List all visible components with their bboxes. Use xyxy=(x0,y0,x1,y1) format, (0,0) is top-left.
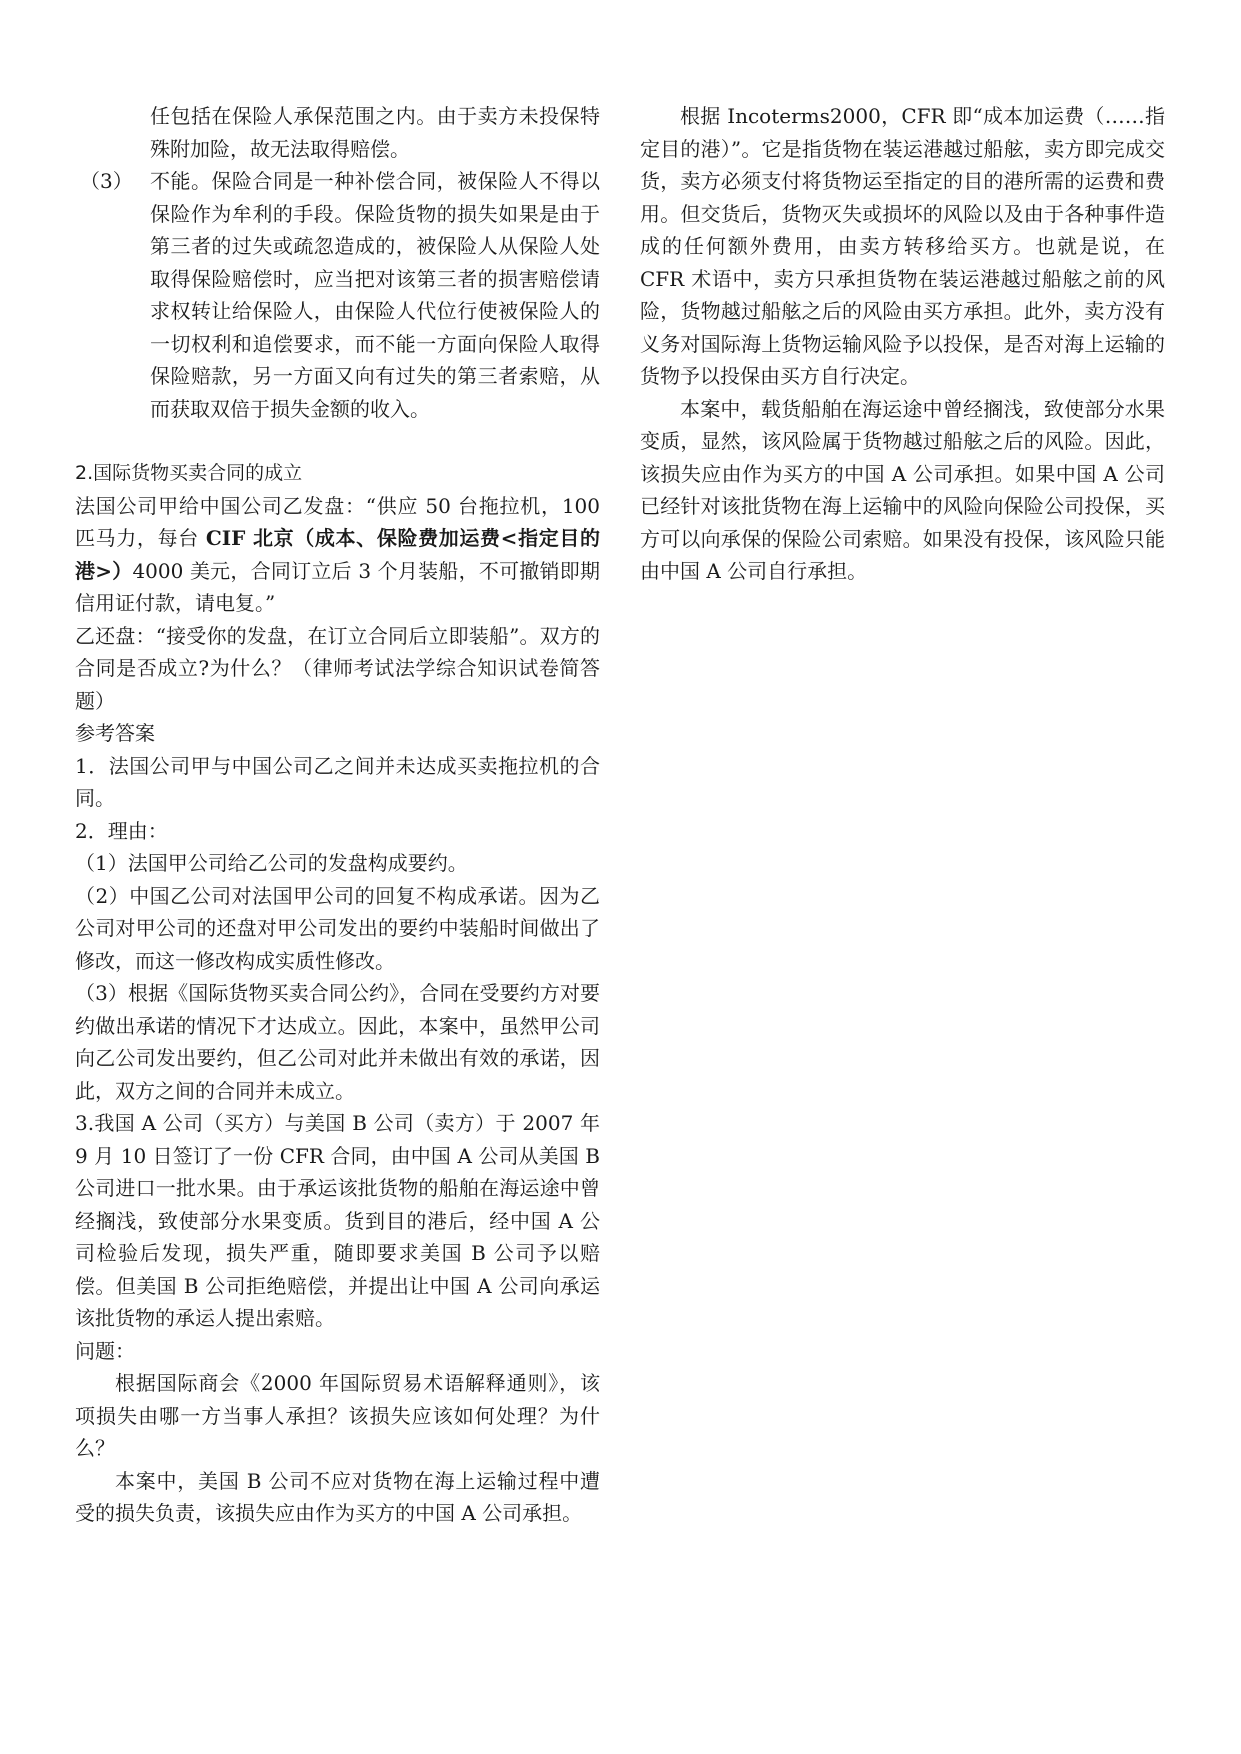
reason-2: （2）中国乙公司对法国甲公司的回复不构成承诺。因为乙公司对甲公司的还盘对甲公司发出的要约中装船时间做出了修改，而这一修改构成实质性修改。 xyxy=(75,883,600,973)
reason-3: （3）根据《国际货物买卖合同公约》，合同在受要约方对要约做出承诺的情况下才达成立。因此，本案中，虽然甲公司向乙公司发出要约，但乙公司对此并未做出有效的承诺，因此，双方之间的合同并未成立。 xyxy=(75,981,600,1103)
left-column xyxy=(75,100,600,1530)
question-2-counter-offer: 乙还盘：“接受你的发盘，在订立合同后立即装船”。双方的合同是否成立?为什么？（律师考试法学综合知识试卷简答题） xyxy=(75,623,600,713)
continued-paragraph: 任包括在保险人承保范围之内。由于卖方未投保特殊附加险，故无法取得赔偿。 xyxy=(150,104,600,161)
item-3-text: 不能。保险合同是一种补偿合同，被保险人不得以保险作为牟利的手段。保险货物的损失如果是由于第三者的过失或疏忽造成的，被保险人从保险人处取得保险赔偿时，应当把对该第三者的损害赔偿请求权转让给保险人，由保险人代位行使被保险人的一切权利和追偿要求，而不能一方面向保险人取得保险赔款，另一方面又向有过失的第三者索赔，从而获取双倍于损失金额的收入。 xyxy=(150,169,600,421)
right-column xyxy=(640,100,1165,588)
answer-1: 1．法国公司甲与中国公司乙之间并未达成买卖拖拉机的合同。 xyxy=(75,753,600,810)
answer-2-heading: 2．理由： xyxy=(75,818,168,843)
cfr-explanation-paragraph: 根据 Incoterms2000，CFR 即“成本加运费（……指定目的港）”。它是指货物在装运港越过船舷，卖方即完成交货，卖方必须支付将货物运至指定的目的港所需的运费和费用。但交货后，货物灭失或损坏的风险以及由于各种事件造成的任何额外费用，由卖方转移给买方。也就是说，在 CFR 术语中，卖方只承担货物在装运港越过船舷之前的风险，货物越过船舷之后的风险由买方承担。此外，卖方没有义务对国际海上货物运输风险予以投保，是否对海上运输的货物予以投保由买方自行决定。 xyxy=(640,104,1165,388)
question-3-case: 3.我国 A 公司（买方）与美国 B 公司（卖方）于 2007 年 9 月 10 日签订了一份 CFR 合同，由中国 A 公司从美国 B 公司进口一批水果。由于承运该批货物的船舶在海运途中曾经搁浅，致使部分水果变质。货到目的港后，经中国 A 公司检验后发现，损失严重，随即要求美国 B 公司予以赔偿。但美国 B 公司拒绝赔偿，并提出让中国 A 公司向承运该批货物的承运人提出索赔。 xyxy=(75,1111,600,1330)
answer-item-3 xyxy=(75,165,600,425)
offer-text: 法国公司甲给中国公司乙发盘：“供应 50 台拖拉机，100 匹马力，每台 xyxy=(75,493,600,550)
question-3-label: 问题： xyxy=(75,1338,135,1363)
offer-text-end: 4000 美元，合同订立后 3 个月装船，不可撤销即期信用证付款，请电复。” xyxy=(75,558,600,615)
reference-answer-label: 参考答案 xyxy=(75,721,155,745)
offer-bold-text: CIF 北京（成本、保险费加运费<指定目的港>） xyxy=(75,526,601,583)
case-analysis-paragraph: 本案中，载货船舶在海运途中曾经搁浅，致使部分水果变质，显然，该风险属于货物越过船舷之后的风险。因此，该损失应由作为买方的中国 A 公司承担。如果中国 A 公司已经针对该批货物在海上运输中的风险向保险公司投保，买方可以向承保的保险公司索赔。如果没有投保，该风险只能由中国 A 公司自行承担。 xyxy=(640,396,1165,583)
question-2-title: 2.国际货物买卖合同的成立 xyxy=(75,462,303,484)
reason-1: （1）法国甲公司给乙公司的发盘构成要约。 xyxy=(75,851,468,875)
item-number: （3） xyxy=(80,169,133,193)
question-2-offer xyxy=(75,490,600,620)
question-3-question: 根据国际商会《2000 年国际贸易术语解释通则》，该项损失由哪一方当事人承担？该损失应该如何处理？为什么？ xyxy=(75,1371,600,1460)
question-3-answer: 本案中，美国 B 公司不应对货物在海上运输过程中遭受的损失负责，该损失应由作为买方的中国 A 公司承担。 xyxy=(75,1468,600,1525)
